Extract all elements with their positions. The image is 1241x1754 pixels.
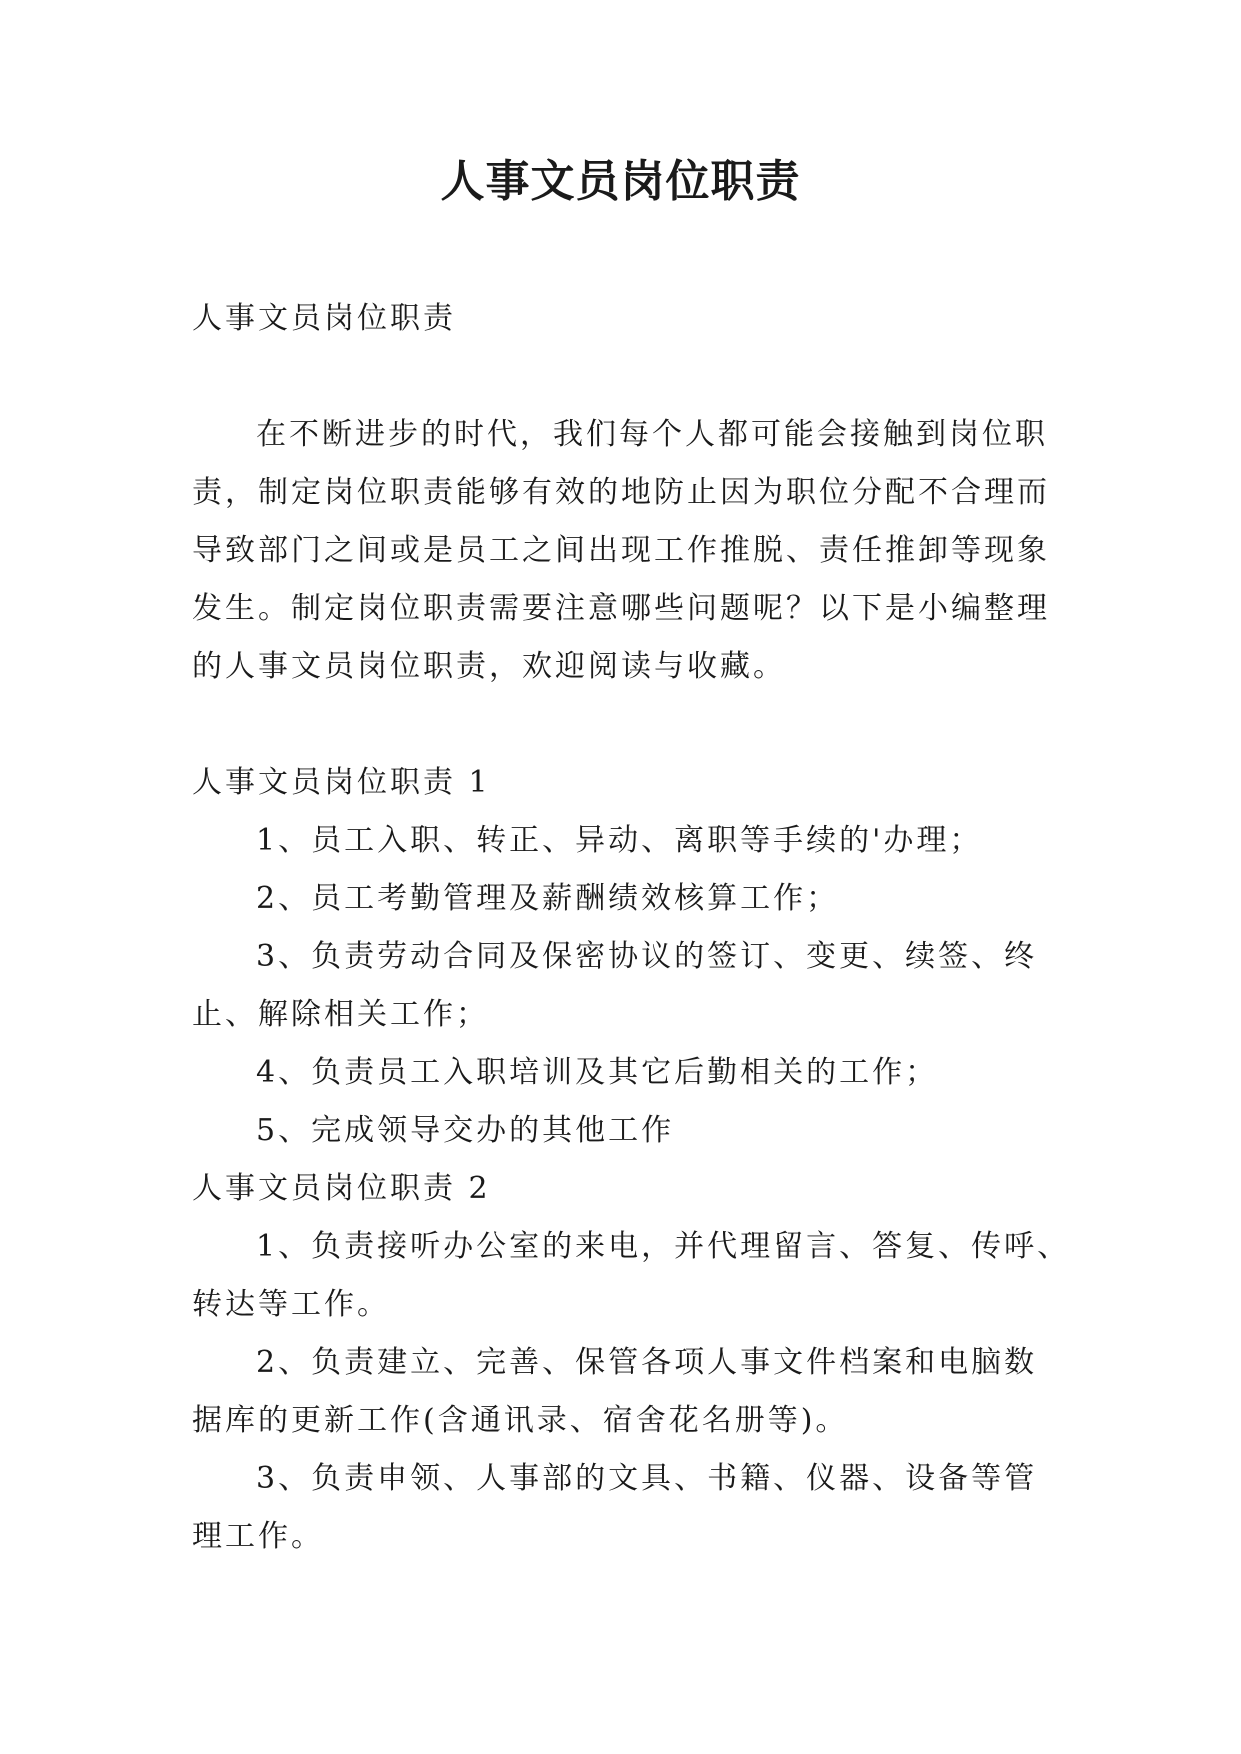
section1-line: 4、负责员工入职培训及其它后勤相关的工作；	[256, 1055, 939, 1090]
section1-line: 1、员工入职、转正、异动、离职等手续的'办理；	[256, 823, 983, 858]
section1-line: 止、解除相关工作；	[192, 997, 489, 1032]
section2-line: 理工作。	[192, 1519, 324, 1554]
section1-line: 3、负责劳动合同及保密协议的签订、变更、续签、终	[256, 939, 1038, 974]
document-title: 人事文员岗位职责	[440, 156, 801, 207]
intro-line: 在不断进步的时代，我们每个人都可能会接触到岗位职	[256, 417, 1048, 452]
section2-heading: 人事文员岗位职责 2	[192, 1171, 491, 1206]
document-body	[192, 290, 1072, 1566]
section1-line: 2、员工考勤管理及薪酬绩效核算工作；	[256, 881, 840, 916]
intro-line: 发生。制定岗位职责需要注意哪些问题呢？以下是小编整理	[192, 591, 1050, 626]
spacer	[192, 696, 1072, 754]
intro-line: 导致部门之间或是员工之间出现工作推脱、责任推卸等现象	[192, 533, 1050, 568]
intro-line: 的人事文员岗位职责，欢迎阅读与收藏。	[192, 649, 786, 684]
intro-line: 责，制定岗位职责能够有效的地防止因为职位分配不合理而	[192, 475, 1050, 510]
section2-line: 2、负责建立、完善、保管各项人事文件档案和电脑数	[256, 1345, 1038, 1380]
document-subtitle: 人事文员岗位职责	[192, 301, 456, 336]
section1-heading: 人事文员岗位职责 1	[192, 765, 491, 800]
section2-line: 3、负责申领、人事部的文具、书籍、仪器、设备等管	[256, 1461, 1038, 1496]
section2-line: 据库的更新工作(含通讯录、宿舍花名册等)。	[192, 1403, 849, 1438]
section2-line: 转达等工作。	[192, 1287, 390, 1322]
section2-line: 1、负责接听办公室的来电，并代理留言、答复、传呼、	[256, 1229, 1071, 1264]
spacer	[192, 348, 1072, 406]
section1-line: 5、完成领导交办的其他工作	[256, 1113, 675, 1148]
